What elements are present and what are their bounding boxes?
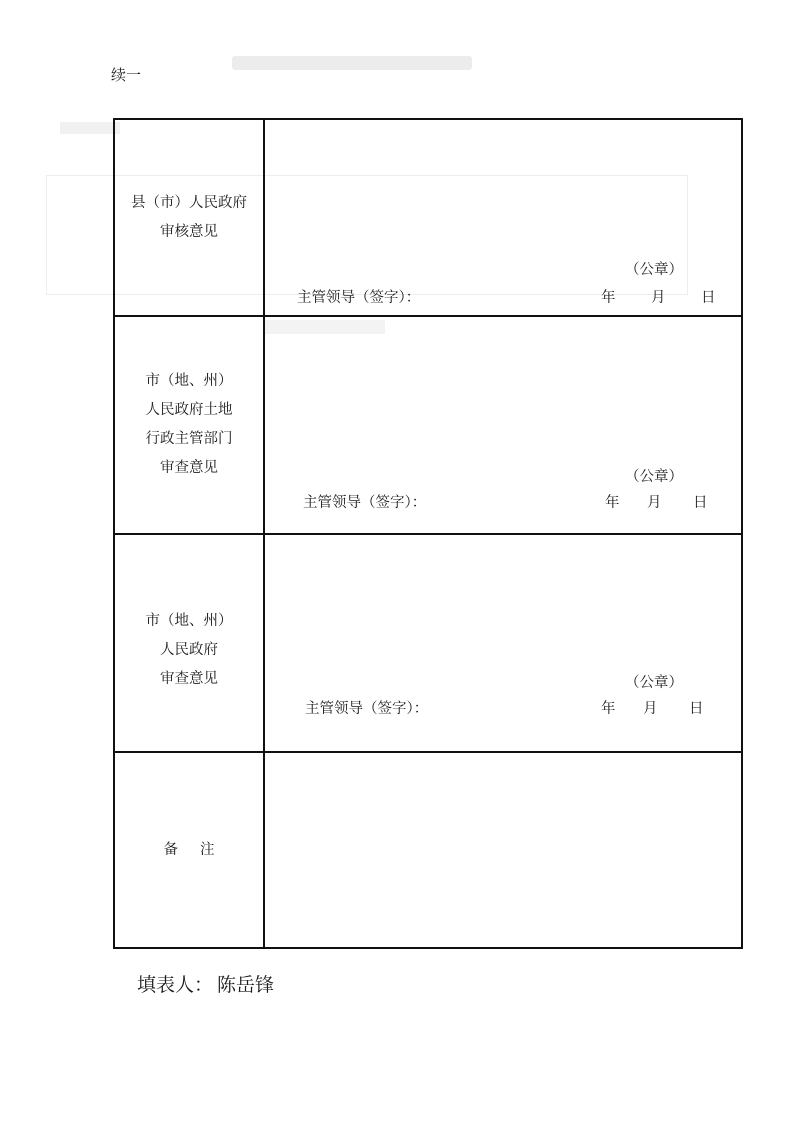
table-row-city-review <box>114 534 742 752</box>
date-day-label: 日 <box>689 701 704 717</box>
county-review-content[interactable] <box>264 119 742 316</box>
approval-form-table <box>113 118 743 949</box>
table-row-county-review <box>114 119 742 316</box>
label-line: 审核意见 <box>160 223 218 240</box>
bleed-through-title <box>232 56 472 70</box>
date-month-label: 月 <box>647 495 662 511</box>
bleed-through-text <box>60 122 120 134</box>
label-line: 行政主管部门 <box>145 431 233 447</box>
signer-label: 主管领导（签字）： <box>303 495 427 511</box>
date-year-label: 年 <box>605 495 620 511</box>
date-day-label: 日 <box>701 290 716 306</box>
date-year-label: 年 <box>601 290 616 306</box>
county-review-label <box>114 119 264 316</box>
continued-label: 续一 <box>111 66 142 84</box>
label-line: 人民政府 <box>160 642 218 658</box>
label-line: 县（市）人民政府 <box>131 194 247 211</box>
remarks-label-cell <box>114 752 264 948</box>
label-line: 审查意见 <box>160 460 218 476</box>
official-seal-label: （公章） <box>625 675 683 691</box>
remarks-label: 备注 <box>163 841 237 858</box>
date-month-label: 月 <box>643 701 658 717</box>
land-dept-review-content[interactable] <box>264 316 742 534</box>
table-row-remarks <box>114 752 742 948</box>
date-year-label: 年 <box>601 701 616 717</box>
remarks-content[interactable] <box>264 752 742 948</box>
filled-by-name: 陈岳锋 <box>217 974 275 996</box>
table-row-land-dept-review <box>114 316 742 534</box>
date-day-label: 日 <box>693 495 708 511</box>
official-seal-label: （公章） <box>625 469 683 485</box>
label-line: 市（地、州） <box>145 373 233 389</box>
filled-by-label: 填表人： <box>137 974 214 996</box>
label-line: 人民政府土地 <box>145 402 233 418</box>
label-line: 审查意见 <box>160 671 218 687</box>
official-seal-label: （公章） <box>625 262 683 278</box>
city-review-label <box>114 534 264 752</box>
signer-label: 主管领导（签字）： <box>305 701 429 717</box>
date-month-label: 月 <box>651 290 666 306</box>
label-line: 市（地、州） <box>145 613 233 629</box>
city-review-content[interactable] <box>264 534 742 752</box>
land-dept-review-label <box>114 316 264 534</box>
signer-label: 主管领导（签字）： <box>297 290 421 306</box>
filled-by-line <box>137 970 274 997</box>
